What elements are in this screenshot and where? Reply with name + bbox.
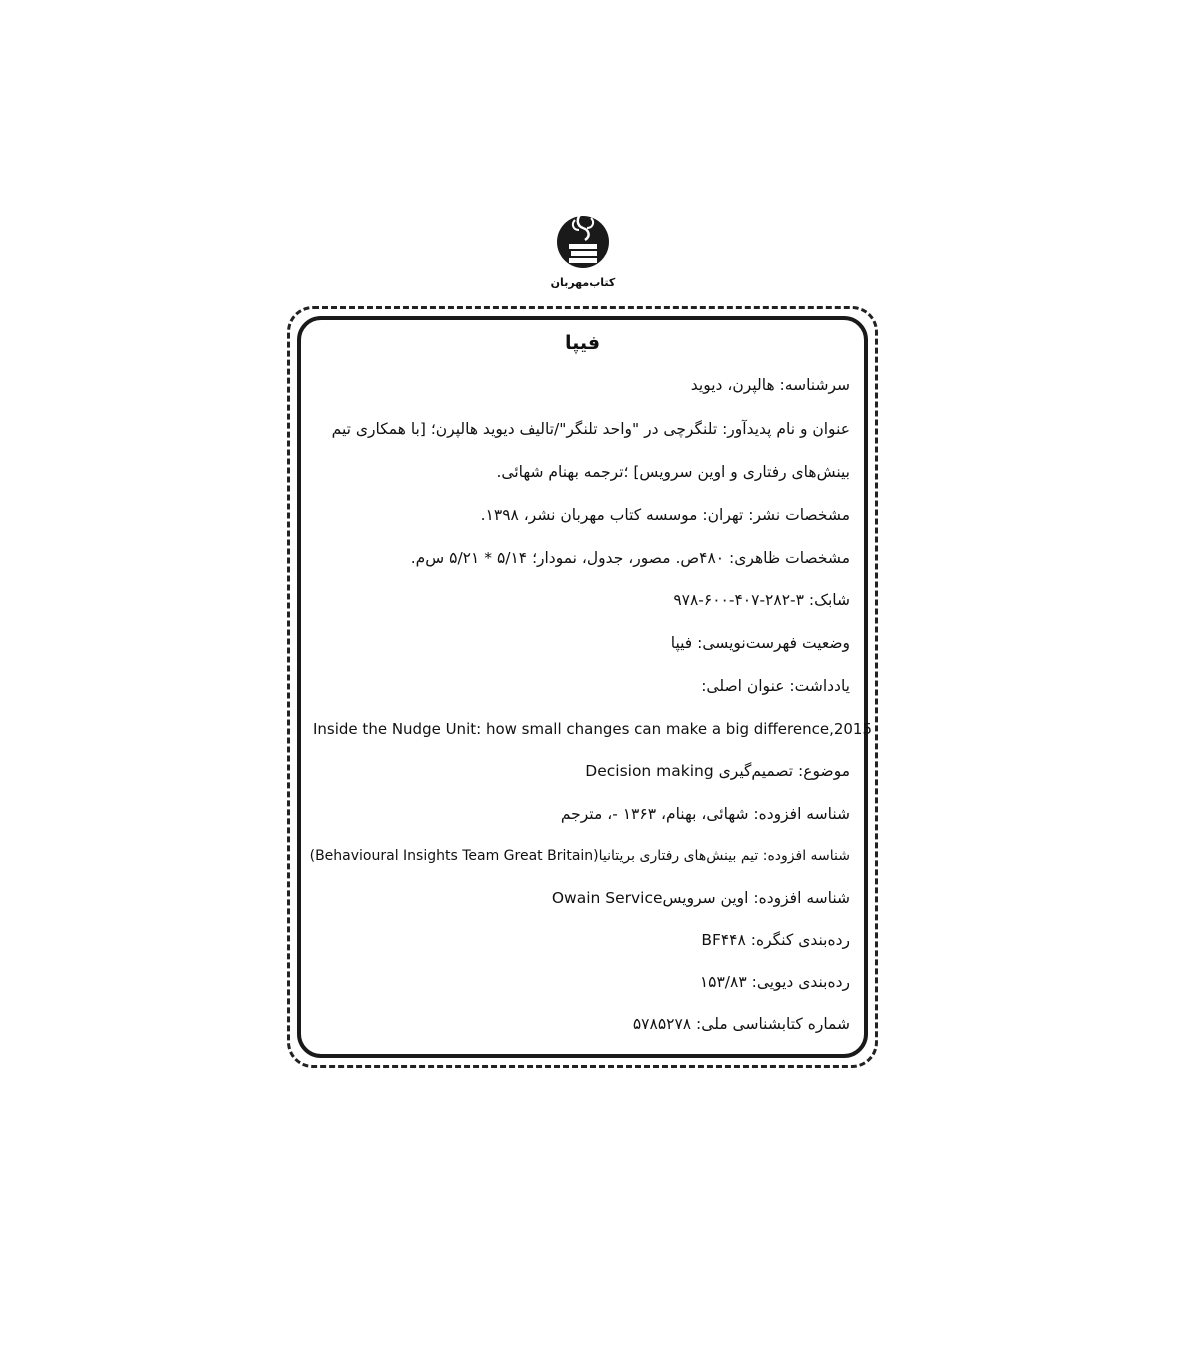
subject-line [310, 760, 850, 782]
physical-description-line: مشخصات ظاهری: ۴۸۰ص. مصور، جدول، نمودار؛ ۵/۱۴ * ۵/۲۱ س‌م. [410, 549, 850, 567]
added-entry-service-line [310, 887, 850, 909]
added-entry-team-label: شناسه افزوده: تیم بینش‌های رفتاری بریتانیا [598, 848, 850, 864]
lc-classification-label: ردەبندی کنگره: [750, 931, 850, 949]
dewey-classification-line: ردەبندی دیویی: ۱۵۳/۸۳ [699, 973, 850, 991]
lc-classification-line [310, 929, 850, 951]
added-entry-team-english: (Behavioural Insights Team Great Britain) [309, 848, 599, 864]
added-entry-translator-line: شناسه افزوده: شهائی، بهنام، ۱۳۶۳ -، مترجم [560, 805, 850, 823]
cataloging-status-line: وضعیت فهرست‌نویسی: فیپا [670, 634, 850, 652]
subject-english: Decision making [585, 762, 714, 780]
title-statement-line-2: بینش‌های رفتاری و اوین سرویس] ؛ترجمه بهنام شهائی. [496, 463, 850, 481]
note-line: یادداشت: عنوان اصلی: [701, 677, 850, 695]
book-stack-logo-icon [553, 208, 613, 278]
national-bibliography-number-line: شماره کتابشناسی ملی: ۵۷۸۵۲۷۸ [632, 1015, 850, 1033]
logo-caption: کتاب‌مهربان [550, 276, 616, 289]
title-statement-line-1: عنوان و نام پدیدآور: تلنگرچی در "واحد تلنگر"/تالیف دیوید هالپرن؛ [با همکاری تیم [331, 420, 850, 438]
isbn-line: شابک: ۳-۲۸۲-۴۰۷-۶۰۰-۹۷۸ [673, 591, 850, 609]
subject-label: موضوع: تصمیم‌گیری [718, 762, 850, 780]
added-entry-service-label: شناسه افزوده: اوین سرویس [662, 889, 850, 907]
author-heading-line: سرشناسه: هالپرن، دیوید [690, 376, 850, 394]
card-title: فیپا [564, 332, 601, 354]
lc-classification-value: BF۴۴۸ [701, 931, 746, 949]
added-entry-service-english: Owain Service [551, 889, 663, 907]
publication-line: مشخصات نشر: تهران: موسسه کتاب مهربان نشر، ۱۳۹۸. [480, 506, 850, 524]
original-title-line: Inside the Nudge Unit: how small changes can make a big difference,2015 [313, 720, 873, 738]
added-entry-team-line [310, 845, 850, 867]
